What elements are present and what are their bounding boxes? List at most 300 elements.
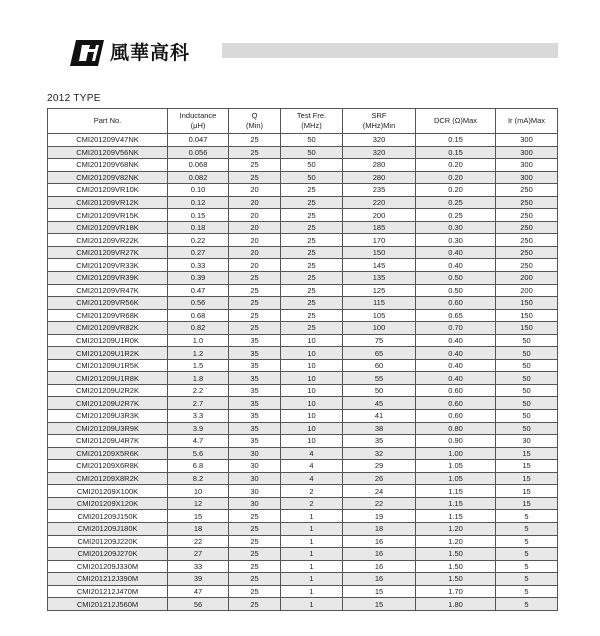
- cell-inductance: 33: [168, 560, 229, 573]
- cell-part-no: CMI201209J180K: [48, 522, 168, 535]
- cell-ir: 150: [496, 297, 558, 310]
- cell-srf: 26: [343, 472, 416, 485]
- cell-inductance: 3.9: [168, 422, 229, 435]
- table-row: [48, 485, 558, 498]
- cell-ir: 150: [496, 322, 558, 335]
- cell-ir: 50: [496, 347, 558, 360]
- cell-q: 25: [229, 146, 281, 159]
- cell-dcr: 1.20: [416, 522, 496, 535]
- cell-srf: 280: [343, 171, 416, 184]
- cell-srf: 16: [343, 560, 416, 573]
- cell-ir: 15: [496, 460, 558, 473]
- cell-dcr: 0.40: [416, 259, 496, 272]
- cell-ir: 5: [496, 560, 558, 573]
- cell-inductance: 18: [168, 522, 229, 535]
- table-row: [48, 309, 558, 322]
- cell-part-no: CMI201209X100K: [48, 485, 168, 498]
- cell-test-freq: 10: [281, 435, 343, 448]
- table-row: [48, 347, 558, 360]
- cell-test-freq: 25: [281, 272, 343, 285]
- table-row: [48, 397, 558, 410]
- cell-inductance: 0.068: [168, 159, 229, 172]
- cell-test-freq: 50: [281, 134, 343, 147]
- column-header-srf: [343, 109, 416, 134]
- cell-q: 25: [229, 322, 281, 335]
- cell-part-no: CMI201209V82NK: [48, 171, 168, 184]
- cell-inductance: 0.056: [168, 146, 229, 159]
- cell-test-freq: 10: [281, 334, 343, 347]
- table-row: [48, 422, 558, 435]
- table-row: [48, 585, 558, 598]
- table-header-row: [48, 109, 558, 134]
- cell-srf: 45: [343, 397, 416, 410]
- table-row: [48, 410, 558, 423]
- cell-srf: 200: [343, 209, 416, 222]
- cell-part-no: CMI201209J150K: [48, 510, 168, 523]
- cell-test-freq: 25: [281, 309, 343, 322]
- table-row: [48, 573, 558, 586]
- brand-logo-icon: [70, 40, 104, 66]
- table-row: [48, 359, 558, 372]
- cell-test-freq: 1: [281, 510, 343, 523]
- cell-part-no: CMI201212J390M: [48, 573, 168, 586]
- table-row: [48, 535, 558, 548]
- cell-ir: 50: [496, 397, 558, 410]
- cell-ir: 15: [496, 485, 558, 498]
- table-row: [48, 146, 558, 159]
- cell-test-freq: 1: [281, 522, 343, 535]
- column-header-line: Test Fre.: [296, 111, 327, 120]
- cell-ir: 250: [496, 246, 558, 259]
- cell-ir: 30: [496, 435, 558, 448]
- cell-test-freq: 25: [281, 209, 343, 222]
- cell-ir: 5: [496, 510, 558, 523]
- cell-part-no: CMI201209VR47K: [48, 284, 168, 297]
- cell-part-no: CMI201209X5R6K: [48, 447, 168, 460]
- cell-inductance: 0.39: [168, 272, 229, 285]
- cell-q: 35: [229, 359, 281, 372]
- cell-q: 20: [229, 184, 281, 197]
- cell-ir: 50: [496, 410, 558, 423]
- cell-part-no: CMI201209VR15K: [48, 209, 168, 222]
- cell-dcr: 0.40: [416, 359, 496, 372]
- cell-srf: 105: [343, 309, 416, 322]
- cell-test-freq: 4: [281, 447, 343, 460]
- cell-test-freq: 10: [281, 359, 343, 372]
- cell-srf: 320: [343, 146, 416, 159]
- cell-q: 25: [229, 585, 281, 598]
- cell-part-no: CMI201209VR18K: [48, 221, 168, 234]
- cell-test-freq: 25: [281, 234, 343, 247]
- cell-inductance: 12: [168, 497, 229, 510]
- cell-test-freq: 2: [281, 497, 343, 510]
- cell-q: 25: [229, 510, 281, 523]
- cell-test-freq: 25: [281, 284, 343, 297]
- cell-dcr: 0.40: [416, 347, 496, 360]
- cell-dcr: 1.50: [416, 573, 496, 586]
- table-row: [48, 598, 558, 611]
- cell-test-freq: 25: [281, 184, 343, 197]
- cell-inductance: 10: [168, 485, 229, 498]
- cell-test-freq: 50: [281, 171, 343, 184]
- cell-inductance: 47: [168, 585, 229, 598]
- column-header-ir: [496, 109, 558, 134]
- cell-inductance: 1.5: [168, 359, 229, 372]
- cell-part-no: CMI201209VR27K: [48, 246, 168, 259]
- cell-dcr: 0.20: [416, 159, 496, 172]
- cell-inductance: 0.082: [168, 171, 229, 184]
- cell-inductance: 1.2: [168, 347, 229, 360]
- column-header-inductance: [168, 109, 229, 134]
- cell-part-no: CMI201209U1R8K: [48, 372, 168, 385]
- cell-dcr: 0.50: [416, 284, 496, 297]
- cell-dcr: 0.40: [416, 246, 496, 259]
- cell-inductance: 2.7: [168, 397, 229, 410]
- cell-part-no: CMI201209VR56K: [48, 297, 168, 310]
- cell-dcr: 0.50: [416, 272, 496, 285]
- table-row: [48, 159, 558, 172]
- cell-part-no: CMI201209VR68K: [48, 309, 168, 322]
- cell-part-no: CMI201209V47NK: [48, 134, 168, 147]
- cell-part-no: CMI201209VR33K: [48, 259, 168, 272]
- table-row: [48, 184, 558, 197]
- cell-dcr: 1.70: [416, 585, 496, 598]
- table-row: [48, 234, 558, 247]
- cell-ir: 5: [496, 598, 558, 611]
- cell-q: 30: [229, 497, 281, 510]
- table-row: [48, 272, 558, 285]
- cell-srf: 29: [343, 460, 416, 473]
- table-row: [48, 435, 558, 448]
- cell-ir: 50: [496, 384, 558, 397]
- cell-dcr: 0.60: [416, 384, 496, 397]
- cell-srf: 220: [343, 196, 416, 209]
- cell-part-no: CMI201209U4R7K: [48, 435, 168, 448]
- cell-srf: 19: [343, 510, 416, 523]
- cell-ir: 15: [496, 497, 558, 510]
- header-divider-bar: [222, 43, 558, 58]
- cell-part-no: CMI201209J270K: [48, 548, 168, 561]
- cell-q: 25: [229, 535, 281, 548]
- cell-dcr: 0.80: [416, 422, 496, 435]
- cell-part-no: CMI201209V56NK: [48, 146, 168, 159]
- cell-dcr: 0.70: [416, 322, 496, 335]
- column-header-dcr: [416, 109, 496, 134]
- cell-ir: 15: [496, 472, 558, 485]
- cell-srf: 38: [343, 422, 416, 435]
- cell-q: 25: [229, 560, 281, 573]
- table-row: [48, 134, 558, 147]
- cell-dcr: 0.60: [416, 297, 496, 310]
- cell-dcr: 1.50: [416, 548, 496, 561]
- page-header: [70, 40, 558, 66]
- column-header-line: DCR (Ω)Max: [433, 116, 478, 125]
- cell-part-no: CMI201209J220K: [48, 535, 168, 548]
- cell-srf: 60: [343, 359, 416, 372]
- cell-inductance: 6.8: [168, 460, 229, 473]
- cell-test-freq: 1: [281, 560, 343, 573]
- cell-srf: 75: [343, 334, 416, 347]
- cell-inductance: 15: [168, 510, 229, 523]
- cell-dcr: 0.40: [416, 334, 496, 347]
- cell-ir: 300: [496, 171, 558, 184]
- cell-inductance: 56: [168, 598, 229, 611]
- column-header-line: Part No.: [93, 116, 122, 125]
- cell-srf: 125: [343, 284, 416, 297]
- cell-inductance: 0.27: [168, 246, 229, 259]
- column-header-unit: (MHz)Min: [362, 121, 396, 130]
- cell-ir: 250: [496, 184, 558, 197]
- cell-srf: 150: [343, 246, 416, 259]
- spec-table: [47, 108, 558, 611]
- cell-inductance: 1.8: [168, 372, 229, 385]
- cell-test-freq: 10: [281, 347, 343, 360]
- cell-dcr: 1.20: [416, 535, 496, 548]
- table-row: [48, 259, 558, 272]
- cell-srf: 41: [343, 410, 416, 423]
- cell-q: 35: [229, 422, 281, 435]
- column-header-q: [229, 109, 281, 134]
- cell-test-freq: 50: [281, 159, 343, 172]
- cell-inductance: 0.047: [168, 134, 229, 147]
- cell-dcr: 1.15: [416, 510, 496, 523]
- cell-inductance: 39: [168, 573, 229, 586]
- cell-test-freq: 25: [281, 196, 343, 209]
- cell-q: 25: [229, 272, 281, 285]
- cell-ir: 200: [496, 272, 558, 285]
- cell-part-no: CMI201209U2R2K: [48, 384, 168, 397]
- cell-part-no: CMI201209X120K: [48, 497, 168, 510]
- cell-srf: 185: [343, 221, 416, 234]
- cell-test-freq: 25: [281, 221, 343, 234]
- cell-part-no: CMI201212J470M: [48, 585, 168, 598]
- cell-q: 35: [229, 397, 281, 410]
- cell-q: 30: [229, 460, 281, 473]
- cell-srf: 135: [343, 272, 416, 285]
- cell-part-no: CMI201209U3R9K: [48, 422, 168, 435]
- cell-part-no: CMI201209VR22K: [48, 234, 168, 247]
- cell-srf: 50: [343, 384, 416, 397]
- cell-q: 25: [229, 548, 281, 561]
- cell-srf: 32: [343, 447, 416, 460]
- cell-part-no: CMI201209U1R0K: [48, 334, 168, 347]
- cell-ir: 250: [496, 196, 558, 209]
- cell-q: 30: [229, 485, 281, 498]
- cell-ir: 5: [496, 522, 558, 535]
- table-row: [48, 548, 558, 561]
- cell-dcr: 1.15: [416, 497, 496, 510]
- cell-ir: 250: [496, 234, 558, 247]
- cell-part-no: CMI201209U1R2K: [48, 347, 168, 360]
- cell-srf: 24: [343, 485, 416, 498]
- cell-q: 35: [229, 347, 281, 360]
- cell-ir: 5: [496, 585, 558, 598]
- cell-inductance: 0.12: [168, 196, 229, 209]
- cell-part-no: CMI201209VR39K: [48, 272, 168, 285]
- cell-part-no: CMI201209J330M: [48, 560, 168, 573]
- cell-part-no: CMI201209VR82K: [48, 322, 168, 335]
- cell-srf: 22: [343, 497, 416, 510]
- cell-inductance: 0.82: [168, 322, 229, 335]
- cell-ir: 250: [496, 259, 558, 272]
- table-row: [48, 171, 558, 184]
- column-header-line: SRF: [371, 111, 387, 120]
- table-row: [48, 460, 558, 473]
- cell-inductance: 27: [168, 548, 229, 561]
- cell-test-freq: 1: [281, 573, 343, 586]
- cell-ir: 300: [496, 134, 558, 147]
- column-header-test-freq: [281, 109, 343, 134]
- column-header-unit: (μH): [190, 121, 206, 130]
- cell-test-freq: 4: [281, 472, 343, 485]
- cell-q: 25: [229, 573, 281, 586]
- cell-test-freq: 1: [281, 598, 343, 611]
- cell-srf: 280: [343, 159, 416, 172]
- table-body: [48, 134, 558, 611]
- cell-inductance: 0.47: [168, 284, 229, 297]
- cell-q: 20: [229, 221, 281, 234]
- cell-test-freq: 2: [281, 485, 343, 498]
- cell-dcr: 0.90: [416, 435, 496, 448]
- cell-q: 20: [229, 196, 281, 209]
- cell-dcr: 1.00: [416, 447, 496, 460]
- cell-ir: 50: [496, 372, 558, 385]
- cell-srf: 55: [343, 372, 416, 385]
- cell-part-no: CMI201209U2R7K: [48, 397, 168, 410]
- cell-ir: 300: [496, 146, 558, 159]
- column-header-line: Ir (mA)Max: [507, 116, 546, 125]
- cell-srf: 18: [343, 522, 416, 535]
- cell-test-freq: 25: [281, 322, 343, 335]
- cell-dcr: 0.20: [416, 184, 496, 197]
- cell-inductance: 0.22: [168, 234, 229, 247]
- cell-inductance: 2.2: [168, 384, 229, 397]
- cell-inductance: 0.15: [168, 209, 229, 222]
- cell-srf: 65: [343, 347, 416, 360]
- cell-test-freq: 1: [281, 548, 343, 561]
- cell-q: 25: [229, 159, 281, 172]
- table-row: [48, 372, 558, 385]
- table-row: [48, 246, 558, 259]
- cell-ir: 250: [496, 209, 558, 222]
- cell-dcr: 0.30: [416, 221, 496, 234]
- cell-ir: 250: [496, 221, 558, 234]
- cell-srf: 145: [343, 259, 416, 272]
- cell-q: 25: [229, 284, 281, 297]
- cell-part-no: CMI201209U3R3K: [48, 410, 168, 423]
- cell-q: 35: [229, 410, 281, 423]
- cell-dcr: 0.25: [416, 209, 496, 222]
- cell-ir: 150: [496, 309, 558, 322]
- cell-srf: 15: [343, 585, 416, 598]
- cell-ir: 50: [496, 359, 558, 372]
- cell-srf: 320: [343, 134, 416, 147]
- cell-inductance: 4.7: [168, 435, 229, 448]
- table-row: [48, 221, 558, 234]
- cell-srf: 115: [343, 297, 416, 310]
- cell-q: 20: [229, 209, 281, 222]
- cell-q: 35: [229, 372, 281, 385]
- column-header-part-no: [48, 109, 168, 134]
- cell-dcr: 0.60: [416, 397, 496, 410]
- cell-dcr: 0.25: [416, 196, 496, 209]
- cell-srf: 235: [343, 184, 416, 197]
- table-row: [48, 297, 558, 310]
- cell-q: 30: [229, 447, 281, 460]
- column-header-line: Inductance: [179, 111, 217, 120]
- brand-name: 風華高科: [110, 42, 191, 64]
- cell-part-no: CMI201209X6R8K: [48, 460, 168, 473]
- cell-part-no: CMI201209V68NK: [48, 159, 168, 172]
- cell-dcr: 0.40: [416, 372, 496, 385]
- cell-ir: 5: [496, 548, 558, 561]
- cell-inductance: 1.0: [168, 334, 229, 347]
- cell-q: 25: [229, 134, 281, 147]
- column-header-unit: (MHz): [301, 121, 322, 130]
- cell-test-freq: 50: [281, 146, 343, 159]
- cell-test-freq: 25: [281, 246, 343, 259]
- cell-test-freq: 1: [281, 535, 343, 548]
- cell-q: 20: [229, 246, 281, 259]
- cell-srf: 15: [343, 598, 416, 611]
- cell-dcr: 0.15: [416, 146, 496, 159]
- cell-q: 25: [229, 309, 281, 322]
- cell-q: 25: [229, 297, 281, 310]
- table-row: [48, 334, 558, 347]
- cell-test-freq: 10: [281, 384, 343, 397]
- cell-dcr: 1.05: [416, 472, 496, 485]
- cell-ir: 50: [496, 422, 558, 435]
- cell-dcr: 0.20: [416, 171, 496, 184]
- table-row: [48, 322, 558, 335]
- column-header-unit: (Min): [245, 121, 264, 130]
- cell-q: 25: [229, 171, 281, 184]
- table-row: [48, 196, 558, 209]
- cell-q: 20: [229, 234, 281, 247]
- cell-srf: 16: [343, 535, 416, 548]
- table-row: [48, 472, 558, 485]
- cell-test-freq: 4: [281, 460, 343, 473]
- table-row: [48, 284, 558, 297]
- cell-part-no: CMI201212J560M: [48, 598, 168, 611]
- cell-inductance: 8.2: [168, 472, 229, 485]
- cell-ir: 300: [496, 159, 558, 172]
- cell-dcr: 0.30: [416, 234, 496, 247]
- table-row: [48, 510, 558, 523]
- cell-dcr: 1.05: [416, 460, 496, 473]
- cell-srf: 16: [343, 548, 416, 561]
- cell-ir: 50: [496, 334, 558, 347]
- cell-q: 30: [229, 472, 281, 485]
- cell-dcr: 0.15: [416, 134, 496, 147]
- cell-dcr: 1.15: [416, 485, 496, 498]
- cell-test-freq: 10: [281, 397, 343, 410]
- table-row: [48, 447, 558, 460]
- cell-ir: 5: [496, 535, 558, 548]
- cell-test-freq: 1: [281, 585, 343, 598]
- cell-test-freq: 10: [281, 372, 343, 385]
- cell-inductance: 3.3: [168, 410, 229, 423]
- cell-q: 25: [229, 522, 281, 535]
- cell-part-no: CMI201209VR10K: [48, 184, 168, 197]
- cell-srf: 100: [343, 322, 416, 335]
- cell-inductance: 0.10: [168, 184, 229, 197]
- cell-part-no: CMI201209X8R2K: [48, 472, 168, 485]
- cell-q: 35: [229, 334, 281, 347]
- cell-dcr: 0.60: [416, 410, 496, 423]
- cell-ir: 15: [496, 447, 558, 460]
- cell-q: 35: [229, 384, 281, 397]
